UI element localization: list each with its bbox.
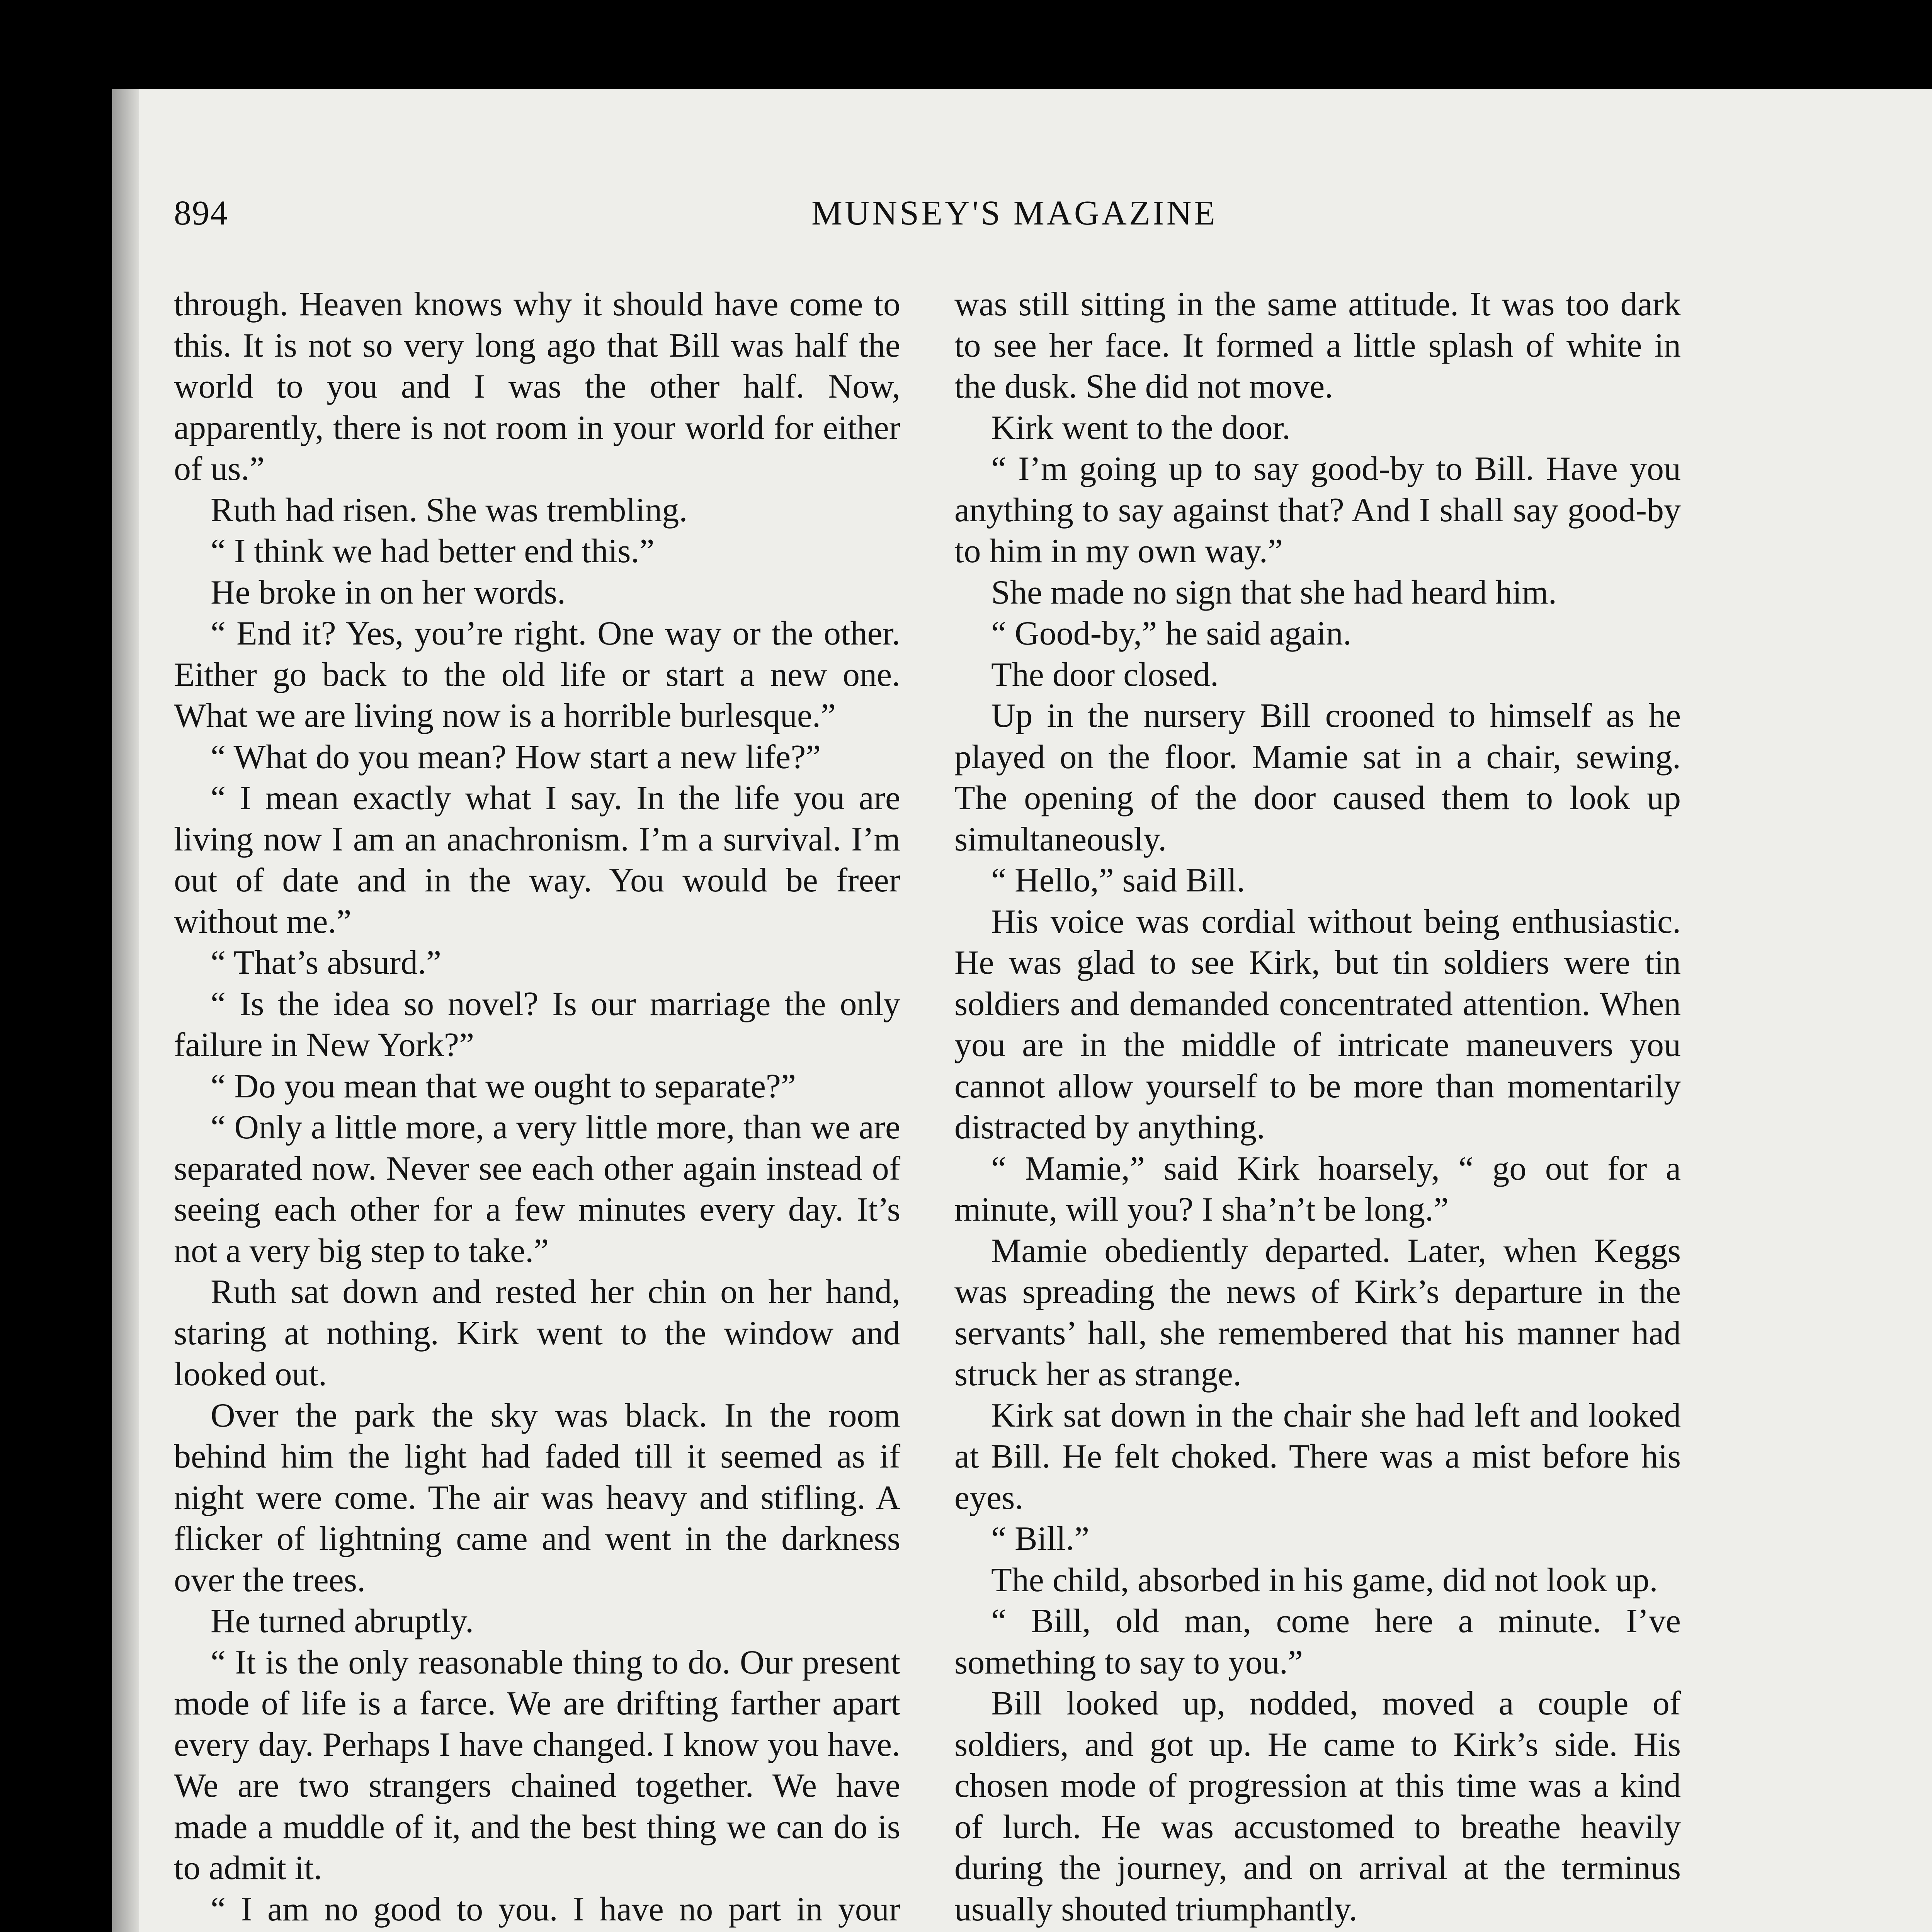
paragraph: “ Mamie,” said Kirk hoarsely, “ go out for a minute, will you? I sha’n’t be long.” bbox=[954, 1150, 1681, 1228]
page-binding-edge bbox=[112, 89, 139, 1932]
running-title: MUNSEY'S MAGAZINE bbox=[811, 194, 1218, 232]
paragraph: “ I am no good to you. I have no part in your bbox=[211, 1890, 900, 1928]
page-header bbox=[174, 193, 1797, 243]
paragraph: “ What do you mean? How start a new life?” bbox=[211, 738, 821, 776]
paragraph: “ I think we had better end this.” bbox=[211, 532, 655, 570]
paragraph: She made no sign that she had heard him. bbox=[991, 573, 1557, 611]
paragraph: “ Only a little more, a very little more, than we are separated now. Never see each other again instead of seeing each other for a few minutes every day. It’s not a very big step to take.” bbox=[174, 1109, 900, 1270]
page-number: 894 bbox=[174, 194, 228, 232]
paragraph: “ It is the only reasonable thing to do. Our present mode of life is a farce. We are drifting farther apart every day. Perhaps I have changed. I know you have. We are two strangers chained together. We have made a muddle of it, and the best thing we can do is to admit it. bbox=[174, 1643, 900, 1887]
paragraph: “ I mean exactly what I say. In the life you are living now I am an anachronism. I’m a survival. I’m out of date and in the way. You would be freer without me.” bbox=[174, 779, 900, 940]
paragraph: He turned abruptly. bbox=[211, 1602, 474, 1640]
paragraph: was still sitting in the same attitude. It was too dark to see her face. It formed a little splash of white in the dusk. She did not move. bbox=[954, 286, 1681, 405]
paragraph: “ Is the idea so novel? Is our marriage the only failure in New York?” bbox=[174, 985, 900, 1064]
paragraph: Kirk sat down in the chair she had left and looked at Bill. He felt choked. There was a mist before his eyes. bbox=[954, 1396, 1681, 1517]
paragraph: Bill looked up, nodded, moved a couple of soldiers, and got up. He came to Kirk’s side. His chosen mode of progression at this time was a kind of lurch. He was accustomed to breathe heavily during the journey, and on arrival at the terminus usually shouted triumphantly. bbox=[954, 1685, 1681, 1928]
paragraph: Kirk went to the door. bbox=[991, 409, 1291, 447]
left-column bbox=[174, 284, 900, 1932]
paragraph: “ Do you mean that we ought to separate?” bbox=[211, 1067, 796, 1105]
paragraph: Ruth sat down and rested her chin on her hand, staring at nothing. Kirk went to the window and looked out. bbox=[174, 1273, 900, 1393]
paragraph: “ I’m going up to say good-by to Bill. Have you anything to say against that? And I shall say good-by to him in my own way.” bbox=[954, 450, 1681, 570]
paragraph: Over the park the sky was black. In the room behind him the light had faded till it seemed as if night were come. The air was heavy and stifling. A flicker of lightning came and went in the darkness over the trees. bbox=[174, 1396, 900, 1599]
paragraph: “ Bill.” bbox=[991, 1520, 1090, 1558]
paragraph: The child, absorbed in his game, did not look up. bbox=[991, 1561, 1658, 1599]
paragraph: through. Heaven knows why it should have come to this. It is not so very long ago that Bill was half the world to you and I was the other half. Now, apparently, there is not room in your world for either of us.” bbox=[174, 286, 900, 488]
paragraph: “ End it? Yes, you’re right. One way or the other. Either go back to the old life or start a new one. What we are living now is a horrible burlesque.” bbox=[174, 615, 900, 735]
paragraph bbox=[954, 1930, 1681, 1932]
paragraph: “ That’s absurd.” bbox=[211, 944, 442, 981]
paragraph: Mamie obediently departed. Later, when Keggs was spreading the news of Kirk’s departure in the servants’ hall, she remembered that his manner had struck her as strange. bbox=[954, 1232, 1681, 1393]
paragraph: “ Hello,” said Bill. bbox=[991, 862, 1245, 899]
right-column bbox=[954, 284, 1681, 1932]
paragraph: His voice was cordial without being enthusiastic. He was glad to see Kirk, but tin soldiers were tin soldiers and demanded concentrated attention. When you are in the middle of intricate maneuvers you cannot allow yourself to be more than momentarily distracted by anything. bbox=[954, 903, 1681, 1146]
paragraph: Ruth had risen. She was trembling. bbox=[211, 491, 688, 529]
paragraph: “ Bill, old man, come here a minute. I’ve something to say to you.” bbox=[954, 1602, 1681, 1681]
paragraph: He broke in on her words. bbox=[211, 573, 566, 611]
paragraph: The door closed. bbox=[991, 656, 1219, 694]
paragraph: “ Good-by,” he said again. bbox=[991, 615, 1352, 652]
paragraph: Up in the nursery Bill crooned to himself as he played on the floor. Mamie sat in a chair, sewing. The opening of the door caused them to look up simultaneously. bbox=[954, 697, 1681, 858]
